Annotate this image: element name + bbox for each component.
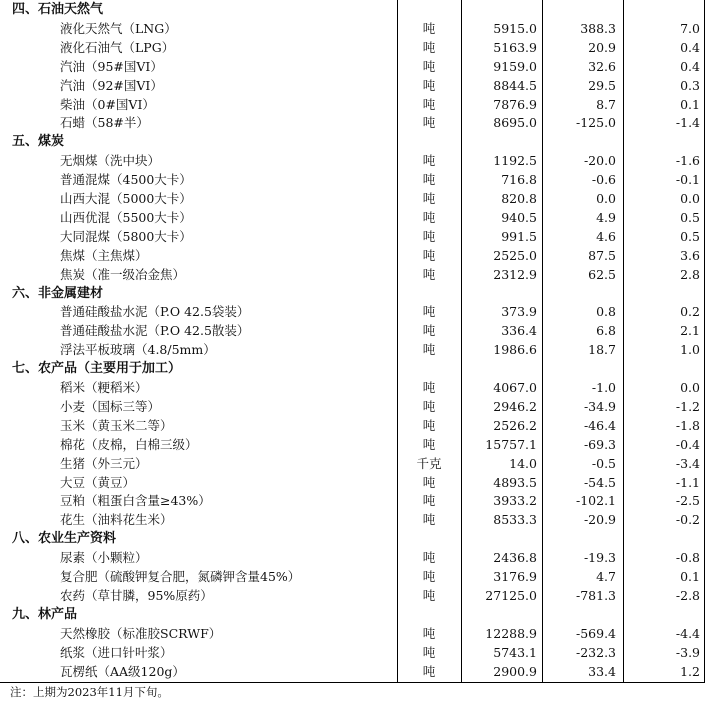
- table-bottom-border: [0, 682, 705, 683]
- product-name: 液化天然气（LNG）: [60, 20, 177, 36]
- product-name: 山西优混（5500大卡）: [60, 209, 192, 225]
- table-row: [0, 246, 725, 265]
- table-row: [0, 170, 725, 189]
- price-cell: 2526.2: [493, 417, 537, 433]
- column-divider-price: [461, 0, 462, 682]
- price-cell: 5915.0: [493, 20, 537, 36]
- unit-cell: 吨: [422, 663, 436, 679]
- table-row: [0, 662, 725, 681]
- category-row: [0, 0, 725, 19]
- price-cell: 2436.8: [493, 550, 537, 566]
- price-cell: 8695.0: [493, 115, 537, 131]
- product-name: 无烟煤（洗中块）: [60, 153, 161, 169]
- product-name: 普通硅酸盐水泥（P.O 42.5袋装）: [60, 304, 250, 320]
- column-divider-pct: [623, 0, 624, 682]
- change-cell: 388.3: [580, 20, 616, 36]
- table-row: [0, 586, 725, 605]
- category-row: [0, 284, 725, 303]
- percent-change-cell: 0.4: [680, 58, 700, 74]
- product-name: 普通混煤（4500大卡）: [60, 172, 192, 188]
- change-cell: -69.3: [583, 436, 616, 452]
- category-row: [0, 359, 725, 378]
- percent-change-cell: 0.4: [680, 39, 700, 55]
- table-row: [0, 340, 725, 359]
- table-row: [0, 151, 725, 170]
- change-cell: -46.4: [583, 417, 616, 433]
- change-cell: 8.7: [596, 96, 616, 112]
- category-title: 五、煤炭: [12, 134, 65, 150]
- product-name: 农药（草甘膦，95%原药）: [60, 587, 213, 603]
- table-row: [0, 265, 725, 284]
- percent-change-cell: 2.8: [680, 266, 700, 282]
- percent-change-cell: 0.1: [680, 96, 700, 112]
- product-name: 大豆（黄豆）: [60, 474, 136, 490]
- product-name: 棉花（皮棉，白棉三级）: [60, 436, 198, 452]
- price-cell: 9159.0: [493, 58, 537, 74]
- change-cell: 32.6: [588, 58, 616, 74]
- price-cell: 8533.3: [493, 512, 537, 528]
- price-cell: 336.4: [501, 323, 537, 339]
- product-name: 焦煤（主焦煤）: [60, 247, 148, 263]
- change-cell: -0.5: [591, 455, 616, 471]
- product-name: 焦炭（准一级冶金焦）: [60, 266, 186, 282]
- change-cell: 4.6: [596, 228, 616, 244]
- product-name: 复合肥（硫酸钾复合肥，氮磷钾含量45%）: [60, 569, 301, 584]
- price-cell: 2900.9: [493, 663, 537, 679]
- category-row: [0, 529, 725, 548]
- table-row: [0, 302, 725, 321]
- unit-cell: 千克: [416, 455, 442, 471]
- unit-cell: 吨: [422, 550, 436, 566]
- percent-change-cell: 3.6: [680, 247, 700, 263]
- change-cell: -1.0: [591, 380, 616, 395]
- category-title: 七、农产品（主要用于加工）: [12, 361, 182, 377]
- product-name: 玉米（黄玉米二等）: [60, 417, 173, 433]
- percent-change-cell: -0.4: [675, 436, 700, 452]
- table-row: [0, 95, 725, 114]
- table-row: [0, 473, 725, 492]
- table-row: [0, 567, 725, 586]
- product-name: 山西大混（5000大卡）: [60, 191, 192, 206]
- category-row: [0, 605, 725, 624]
- unit-cell: 吨: [422, 323, 436, 339]
- product-name: 普通硅酸盐水泥（P.O 42.5散装）: [60, 323, 250, 339]
- unit-cell: 吨: [422, 77, 436, 93]
- unit-cell: 吨: [422, 380, 436, 395]
- product-name: 生猪（外三元）: [60, 455, 148, 471]
- table-row: [0, 189, 725, 208]
- unit-cell: 吨: [422, 209, 436, 225]
- unit-cell: 吨: [422, 153, 436, 169]
- price-cell: 15757.1: [485, 436, 537, 452]
- change-cell: -20.9: [583, 512, 616, 528]
- product-name: 天然橡胶（标准胶SCRWF）: [60, 625, 222, 641]
- price-cell: 14.0: [509, 455, 537, 471]
- category-title: 六、非金属建材: [12, 285, 104, 301]
- price-cell: 4067.0: [493, 380, 537, 395]
- percent-change-cell: -0.1: [675, 172, 700, 188]
- product-name: 大同混煤（5800大卡）: [60, 228, 192, 244]
- price-cell: 3176.9: [493, 569, 537, 584]
- change-cell: -34.9: [583, 398, 616, 414]
- unit-cell: 吨: [422, 58, 436, 74]
- table-row: [0, 19, 725, 38]
- percent-change-cell: -4.4: [675, 625, 700, 641]
- percent-change-cell: 0.0: [680, 380, 700, 395]
- change-cell: -20.0: [583, 153, 616, 169]
- change-cell: 33.4: [588, 663, 616, 679]
- unit-cell: 吨: [422, 436, 436, 452]
- change-cell: -569.4: [575, 625, 616, 641]
- table-row: [0, 76, 725, 95]
- price-cell: 4893.5: [493, 474, 537, 490]
- product-name: 小麦（国标三等）: [60, 398, 161, 414]
- percent-change-cell: 2.1: [680, 323, 700, 339]
- column-divider-unit: [397, 0, 398, 682]
- table-row: [0, 643, 725, 662]
- product-name: 豆粕（粗蛋白含量≥43%）: [60, 493, 211, 509]
- product-name: 稻米（粳稻米）: [60, 380, 148, 395]
- unit-cell: 吨: [422, 417, 436, 433]
- column-divider-change: [542, 0, 543, 682]
- change-cell: -0.6: [591, 172, 616, 188]
- percent-change-cell: -3.9: [675, 644, 700, 660]
- change-cell: 20.9: [588, 39, 616, 55]
- percent-change-cell: 0.5: [680, 209, 700, 225]
- percent-change-cell: -1.2: [675, 398, 700, 414]
- price-cell: 991.5: [501, 228, 537, 244]
- table-row: [0, 435, 725, 454]
- percent-change-cell: -1.6: [675, 153, 700, 169]
- price-cell: 12288.9: [485, 625, 537, 641]
- change-cell: 18.7: [588, 342, 616, 358]
- unit-cell: 吨: [422, 587, 436, 603]
- percent-change-cell: -1.1: [675, 474, 700, 490]
- change-cell: -125.0: [575, 115, 616, 131]
- product-name: 液化石油气（LPG）: [60, 39, 175, 55]
- percent-change-cell: -3.4: [675, 455, 700, 471]
- percent-change-cell: 0.0: [680, 191, 700, 206]
- unit-cell: 吨: [422, 342, 436, 358]
- price-cell: 820.8: [501, 191, 537, 206]
- unit-cell: 吨: [422, 96, 436, 112]
- percent-change-cell: 0.3: [680, 77, 700, 93]
- unit-cell: 吨: [422, 474, 436, 490]
- percent-change-cell: 1.2: [680, 663, 700, 679]
- unit-cell: 吨: [422, 266, 436, 282]
- unit-cell: 吨: [422, 172, 436, 188]
- footnote: 注：上期为2023年11月下旬。: [10, 685, 169, 699]
- change-cell: -781.3: [575, 587, 616, 603]
- table-row: [0, 38, 725, 57]
- price-cell: 27125.0: [485, 587, 537, 603]
- table-row: [0, 227, 725, 246]
- product-name: 柴油（0#国VI）: [60, 96, 155, 112]
- percent-change-cell: 0.1: [680, 569, 700, 584]
- change-cell: 29.5: [588, 77, 616, 93]
- category-title: 四、石油天然气: [12, 2, 104, 17]
- percent-change-cell: -1.8: [675, 417, 700, 433]
- table-row: [0, 208, 725, 227]
- table-row: [0, 397, 725, 416]
- product-name: 瓦楞纸（AA级120g）: [60, 663, 185, 679]
- percent-change-cell: -0.8: [675, 550, 700, 566]
- unit-cell: 吨: [422, 569, 436, 584]
- change-cell: 62.5: [588, 266, 616, 282]
- change-cell: 6.8: [596, 323, 616, 339]
- unit-cell: 吨: [422, 512, 436, 528]
- table-right-border: [704, 0, 705, 682]
- unit-cell: 吨: [422, 625, 436, 641]
- price-cell: 5163.9: [493, 39, 537, 55]
- unit-cell: 吨: [422, 398, 436, 414]
- table-row: [0, 416, 725, 435]
- table-row: [0, 624, 725, 643]
- change-cell: -232.3: [575, 644, 616, 660]
- price-cell: 2312.9: [493, 266, 537, 282]
- percent-change-cell: -2.5: [675, 493, 700, 509]
- table-row: [0, 378, 725, 397]
- price-cell: 2946.2: [493, 398, 537, 414]
- unit-cell: 吨: [422, 247, 436, 263]
- percent-change-cell: -2.8: [675, 587, 700, 603]
- change-cell: 87.5: [588, 247, 616, 263]
- price-cell: 373.9: [501, 304, 537, 320]
- price-cell: 5743.1: [493, 644, 537, 660]
- unit-cell: 吨: [422, 228, 436, 244]
- change-cell: 0.8: [596, 304, 616, 320]
- product-name: 花生（油料花生米）: [60, 512, 173, 528]
- unit-cell: 吨: [422, 115, 436, 131]
- percent-change-cell: -0.2: [675, 512, 700, 528]
- table-row: [0, 510, 725, 529]
- unit-cell: 吨: [422, 644, 436, 660]
- price-cell: 716.8: [501, 172, 537, 188]
- product-name: 浮法平板玻璃（4.8/5mm）: [60, 342, 216, 358]
- unit-cell: 吨: [422, 39, 436, 55]
- table-row: [0, 454, 725, 473]
- unit-cell: 吨: [422, 191, 436, 206]
- table-row: [0, 548, 725, 567]
- category-title: 九、林产品: [12, 606, 78, 622]
- price-cell: 1192.5: [493, 153, 537, 169]
- price-cell: 7876.9: [493, 96, 537, 112]
- table-row: [0, 113, 725, 132]
- price-cell: 1986.6: [493, 342, 537, 358]
- product-name: 石蜡（58#半）: [60, 115, 149, 131]
- category-title: 八、农业生产资料: [12, 531, 117, 547]
- percent-change-cell: 7.0: [680, 20, 700, 36]
- change-cell: 4.7: [596, 569, 616, 584]
- table-row: [0, 57, 725, 76]
- unit-cell: 吨: [422, 493, 436, 509]
- product-name: 纸浆（进口针叶浆）: [60, 644, 173, 660]
- change-cell: -54.5: [583, 474, 616, 490]
- percent-change-cell: 0.2: [680, 304, 700, 320]
- product-name: 汽油（92#国VI）: [60, 77, 163, 93]
- product-name: 尿素（小颗粒）: [60, 550, 148, 566]
- unit-cell: 吨: [422, 304, 436, 320]
- percent-change-cell: 0.5: [680, 228, 700, 244]
- price-cell: 940.5: [501, 209, 537, 225]
- unit-cell: 吨: [422, 20, 436, 36]
- price-cell: 2525.0: [493, 247, 537, 263]
- product-name: 汽油（95#国VI）: [60, 58, 163, 74]
- table-row: [0, 491, 725, 510]
- price-cell: 8844.5: [493, 77, 537, 93]
- table-row: [0, 321, 725, 340]
- percent-change-cell: -1.4: [675, 115, 700, 131]
- price-cell: 3933.2: [493, 493, 537, 509]
- change-cell: 4.9: [596, 209, 616, 225]
- category-row: [0, 132, 725, 151]
- change-cell: -19.3: [583, 550, 616, 566]
- change-cell: -102.1: [575, 493, 616, 509]
- percent-change-cell: 1.0: [680, 342, 700, 358]
- change-cell: 0.0: [596, 191, 616, 206]
